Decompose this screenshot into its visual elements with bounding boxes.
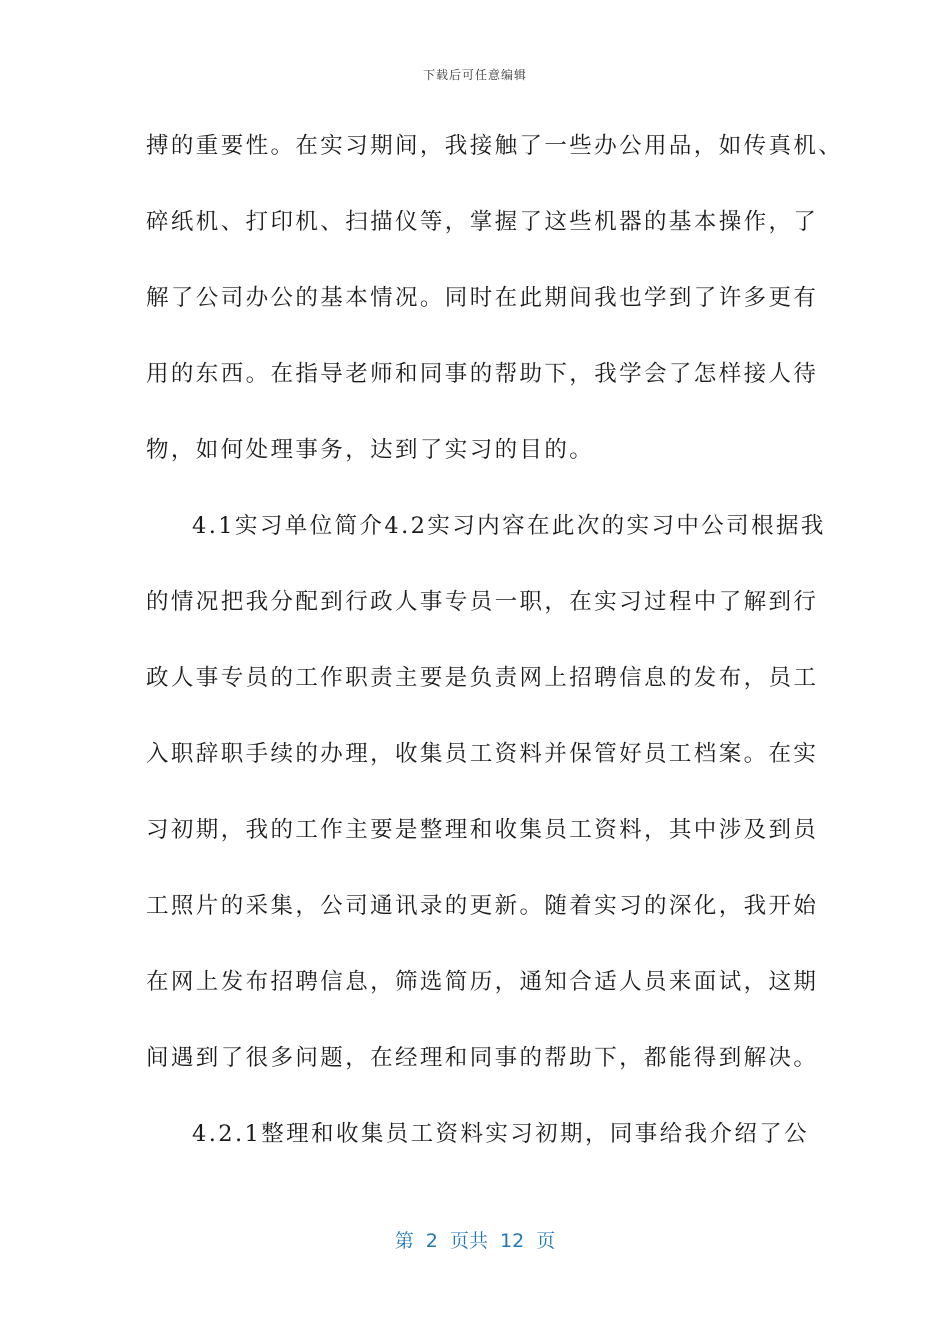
page-number-footer: 第 2 页共 12 页 [394,1230,556,1252]
text-line: 用的东西。在指导老师和同事的帮助下，我学会了怎样接人待 [146,361,819,387]
text-line: 搏的重要性。在实习期间，我接触了一些办公用品，如传真机、 [146,133,844,159]
paragraph-start-line: 4.1实习单位简介4.2实习内容在此次的实习中公司根据我 [192,513,826,539]
text-line: 物，如何处理事务，达到了实习的目的。 [146,437,595,463]
text-line: 工照片的采集，公司通讯录的更新。随着实习的深化，我开始 [146,893,819,919]
paragraph-start-line: 4.2.1整理和收集员工资料实习初期，同事给我介绍了公 [192,1121,810,1147]
text-line: 习初期，我的工作主要是整理和收集员工资料，其中涉及到员 [146,817,819,843]
page-header: 下载后可任意编辑 [422,68,527,82]
text-line: 间遇到了很多问题，在经理和同事的帮助下，都能得到解决。 [146,1045,819,1071]
document-body [146,124,844,1188]
text-line: 的情况把我分配到行政人事专员一职，在实习过程中了解到行 [146,589,819,615]
text-line: 入职辞职手续的办理，收集员工资料并保管好员工档案。在实 [146,741,819,767]
text-line: 碎纸机、打印机、扫描仪等，掌握了这些机器的基本操作，了 [146,209,819,235]
text-line: 政人事专员的工作职责主要是负责网上招聘信息的发布，员工 [146,665,819,691]
text-line: 在网上发布招聘信息，筛选简历，通知合适人员来面试，这期 [146,969,819,995]
text-line: 解了公司办公的基本情况。同时在此期间我也学到了许多更有 [146,285,819,311]
